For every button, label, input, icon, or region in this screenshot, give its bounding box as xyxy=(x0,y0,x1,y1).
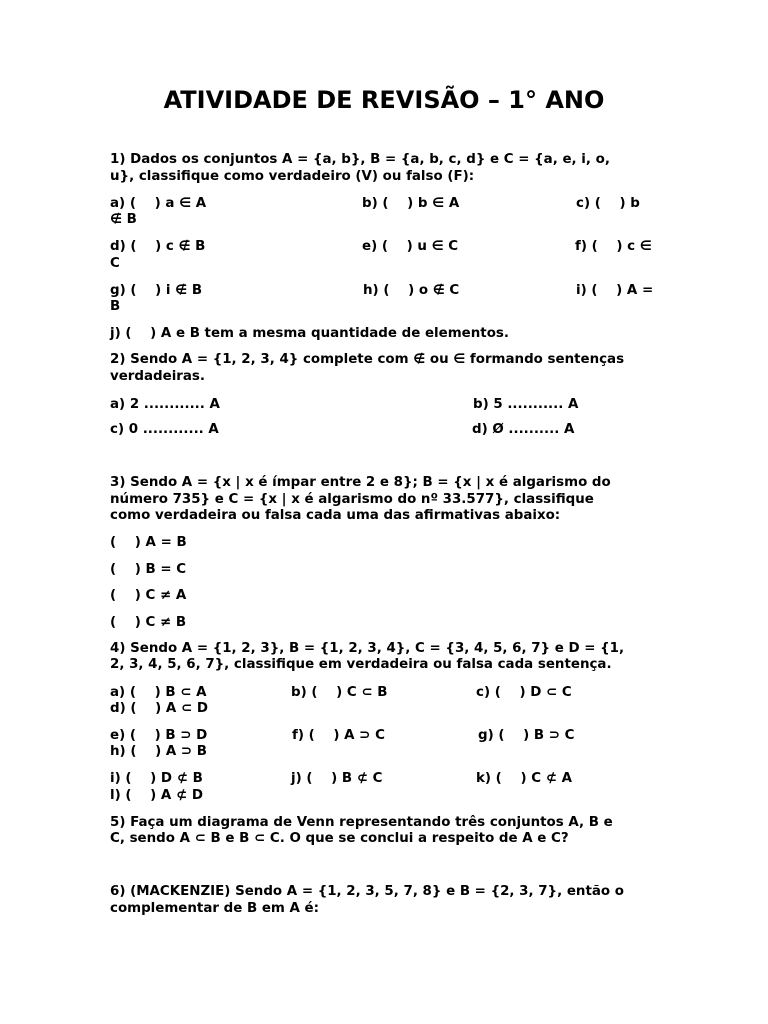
q4-item-h: h) ( ) A ⊃ B xyxy=(110,744,207,759)
q4-item-i: i) ( ) D ⊄ B xyxy=(110,771,203,786)
q1-item-c: c) ( ) b xyxy=(576,196,640,211)
q4-item-k: k) ( ) C ⊄ A xyxy=(476,771,572,786)
q3-item-4: ( ) C ≠ B xyxy=(110,615,187,630)
q4-item-c: c) ( ) D ⊂ C xyxy=(476,685,572,700)
q1-item-j: j) ( ) A e B tem a mesma quantidade de elementos. xyxy=(110,326,509,341)
q1-item-f: f) ( ) c ∈ xyxy=(575,239,652,254)
question-4-prompt-line-1: 4) Sendo A = {1, 2, 3}, B = {1, 2, 3, 4}, C = {3, 4, 5, 6, 7} e D = {1, xyxy=(110,641,625,656)
q4-item-j: j) ( ) B ⊄ C xyxy=(291,771,383,786)
q1-item-c-continued: ∉ B xyxy=(110,212,137,227)
q1-item-i-continued: B xyxy=(110,299,121,314)
question-1-prompt-line-1: 1) Dados os conjuntos A = {a, b}, B = {a, b, c, d} e C = {a, e, i, o, xyxy=(110,152,610,167)
question-5-prompt-line-1: 5) Faça um diagrama de Venn representando três conjuntos A, B e xyxy=(110,815,613,830)
q4-item-f: f) ( ) A ⊃ C xyxy=(292,728,385,743)
question-5-prompt-line-2: C, sendo A ⊂ B e B ⊂ C. O que se conclui a respeito de A e C? xyxy=(110,831,569,846)
q4-item-d: d) ( ) A ⊂ D xyxy=(110,701,208,716)
q4-item-b: b) ( ) C ⊂ B xyxy=(291,685,388,700)
question-2-prompt-line-2: verdadeiras. xyxy=(110,369,205,384)
q3-item-1: ( ) A = B xyxy=(110,535,187,550)
page-title: ATIVIDADE DE REVISÃO – 1° ANO xyxy=(163,86,605,114)
question-3-prompt-line-2: número 735} e C = {x | x é algarismo do nº 33.577}, classifique xyxy=(110,492,594,507)
question-6-prompt-line-2: complementar de B em A é: xyxy=(110,901,319,916)
q1-item-f-continued: C xyxy=(110,256,120,271)
q1-item-d: d) ( ) c ∉ B xyxy=(110,239,206,254)
question-3-prompt-line-1: 3) Sendo A = {x | x é ímpar entre 2 e 8}; B = {x | x é algarismo do xyxy=(110,475,611,490)
q4-item-l: l) ( ) A ⊄ D xyxy=(110,788,203,803)
q2-item-a: a) 2 ............ A xyxy=(110,397,220,412)
q4-item-g: g) ( ) B ⊃ C xyxy=(478,728,575,743)
q4-item-a: a) ( ) B ⊂ A xyxy=(110,685,207,700)
q2-item-d: d) Ø .......... A xyxy=(472,422,575,437)
q2-item-b: b) 5 ........... A xyxy=(473,397,579,412)
question-6-prompt-line-1: 6) (MACKENZIE) Sendo A = {1, 2, 3, 5, 7, 8} e B = {2, 3, 7}, então o xyxy=(110,884,624,899)
q2-item-c: c) 0 ............ A xyxy=(110,422,219,437)
question-2-prompt-line-1: 2) Sendo A = {1, 2, 3, 4} complete com ∉ ou ∈ formando sentenças xyxy=(110,352,625,367)
q1-item-g: g) ( ) i ∉ B xyxy=(110,283,203,298)
question-1-prompt-line-2: u}, classifique como verdadeiro (V) ou falso (F): xyxy=(110,169,475,184)
q1-item-a: a) ( ) a ∈ A xyxy=(110,196,207,211)
question-3-prompt-line-3: como verdadeira ou falsa cada uma das afirmativas abaixo: xyxy=(110,508,561,523)
q1-item-h: h) ( ) o ∉ C xyxy=(363,283,460,298)
q3-item-3: ( ) C ≠ A xyxy=(110,588,187,603)
q1-item-b: b) ( ) b ∈ A xyxy=(362,196,460,211)
q4-item-e: e) ( ) B ⊃ D xyxy=(110,728,208,743)
q3-item-2: ( ) B = C xyxy=(110,562,187,577)
q1-item-e: e) ( ) u ∈ C xyxy=(362,239,459,254)
q1-item-i: i) ( ) A = xyxy=(576,283,654,298)
question-4-prompt-line-2: 2, 3, 4, 5, 6, 7}, classifique em verdadeira ou falsa cada sentença. xyxy=(110,657,612,672)
